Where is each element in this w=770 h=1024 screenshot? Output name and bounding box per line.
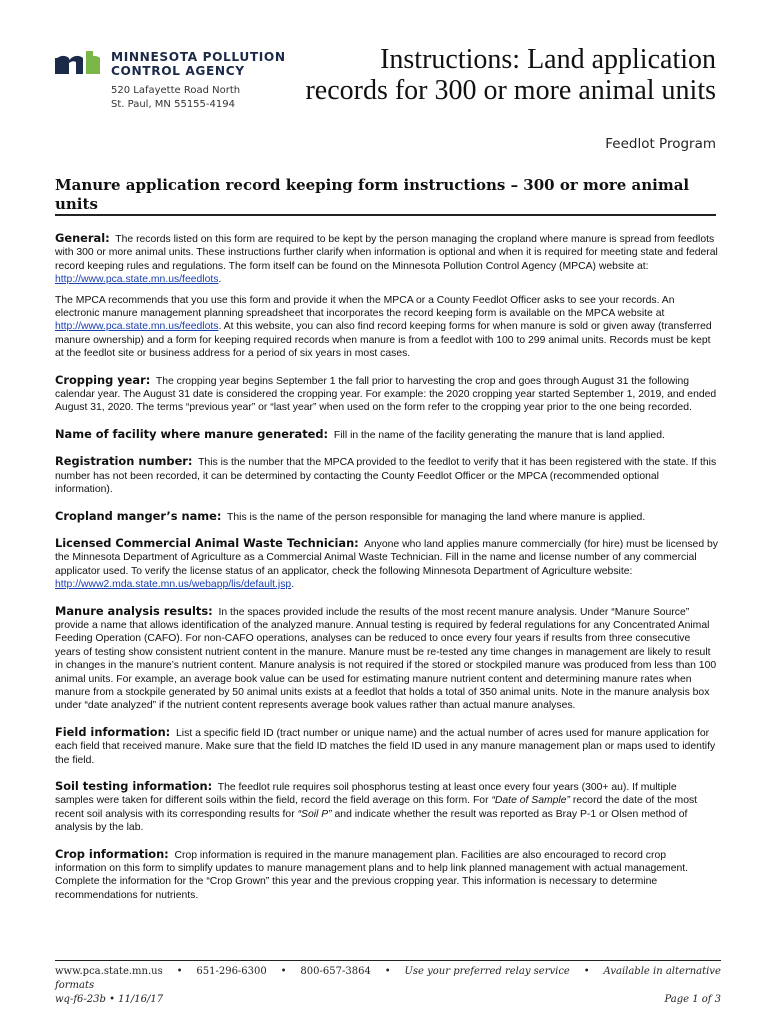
agency-name-line1: MINNESOTA POLLUTION (111, 50, 286, 64)
address-line2: St. Paul, MN 55155-4194 (111, 99, 235, 110)
technician-text: Anyone who land applies manure commercially (for hire) must be licensed by the Minnesota Department of Agriculture as a Commercial Animal Waste Technician. Fill in the name and license number of any commercial applicator used. To verify the license status of an applicator, check the following Minnesota Department of Agriculture website: (55, 538, 718, 577)
soil-text-b: record the date of the most recent soil analysis with its corresponding results for (55, 795, 698, 820)
footer-formats-continued: formats (55, 980, 95, 991)
footer-bullet: • (583, 966, 590, 977)
technician-text-end: . (291, 579, 295, 591)
crop-text: Crop information is required in the manure management plan. Facilities are also encouraged to record crop information on this form to simplify updates to manure management plans and to help link planned management with actual management. Complete the information for the “Crop Grown” this year and the previous cropping year. This information is necessary to determine recommendations for nutrients. (55, 849, 689, 901)
cropping-year-text: The cropping year begins September 1 the fall prior to harvesting the crop and goes through August 31 the following calendar year. The August 31 date is considered the cropping year. For example: the 2020 cropping year started September 1, 2019, and ended August 31, 2020. The terms “previous year” or “last year” when used on the form refer to the cropping year prior to the one being recorded. (55, 375, 717, 414)
technician-label: Licensed Commercial Animal Waste Technician: (55, 535, 359, 550)
mpca-logo-mark-icon (55, 50, 105, 76)
soil-text-c: and indicate whether the result was reported as Bray P-1 or Olsen method of analysis by the lab. (55, 808, 688, 834)
registration-text: This is the number that the MPCA provided to the feedlot to verify that it has been registered with the state. If this number has not been recorded, it can be determined by contacting the County Feedlot Officer or the MPCA (recommended optional information). (55, 457, 717, 496)
facility-text: Fill in the name of the facility generating the manure that is land applied. (333, 429, 665, 441)
technician-paragraph (55, 537, 718, 592)
footer-phone-1: 651-296-6300 (196, 966, 267, 977)
footer-doc-row (55, 993, 721, 1007)
footer-bullet: • (280, 966, 287, 977)
facility-paragraph (55, 428, 718, 442)
feedlots-link-2[interactable]: http://www.pca.state.mn.us/feedlots (55, 321, 219, 333)
agency-address (111, 84, 240, 112)
footer-page-number: Page 1 of 3 (664, 994, 721, 1005)
analysis-label: Manure analysis results: (55, 603, 213, 618)
general-text-end: . (218, 274, 222, 286)
soil-text-a: The feedlot rule requires soil phosphorus testing at least once every four years (300+ au). If multiple samples were taken for different soils within the field, record the field average on this form. For (55, 782, 677, 807)
footer-formats: Available in alternative (603, 966, 721, 977)
address-line1: 520 Lafayette Road North (111, 85, 241, 96)
section-rule (55, 214, 716, 216)
general-paragraph (55, 232, 718, 287)
general-p2-text: The MPCA recommends that you use this form and provide it when the MPCA or a County Feedlot Officer asks to see your records. An electronic manure management planning spreadsheet that incorporates the record keeping form is available on the MPCA website at (55, 294, 675, 320)
mda-link[interactable]: http://www2.mda.state.mn.us/webapp/lis/default.jsp (55, 579, 292, 591)
footer-contact-row (55, 965, 721, 979)
agency-name-line2: CONTROL AGENCY (111, 64, 245, 78)
analysis-paragraph (55, 605, 718, 713)
footer-relay: Use your preferred relay service (404, 966, 570, 977)
cropping-year-paragraph (55, 374, 718, 415)
footer-phone-2: 800-657-3864 (300, 966, 371, 977)
instructions-body (55, 232, 718, 902)
feedlots-link[interactable]: http://www.pca.state.mn.us/feedlots (55, 274, 219, 286)
soil-paragraph (55, 780, 718, 835)
field-text: List a specific field ID (tract number or unique name) and the actual number of acres used for manure application for each field that received manure. Make sure that the field ID matches the field ID used in any manure management plan or maps used to identify the field. (55, 727, 716, 766)
field-paragraph (55, 726, 718, 767)
program-name: Feedlot Program (605, 136, 716, 152)
general-text: The records listed on this form are required to be kept by the person managing the cropland where manure is spread from feedlots with 300 or more animal units. These instructions further clarify when information is optional and when it is required for meeting state and federal record keeping rules and regulations. The form itself can be found on the Minnesota Pollution Control Agency (MPCA) website at: (55, 234, 718, 272)
footer-rule (55, 960, 721, 961)
footer-bullet: • (384, 966, 391, 977)
footer-doc-code: wq-f6-23b • 11/16/17 (55, 994, 164, 1005)
registration-paragraph (55, 455, 718, 496)
footer-bullet: • (176, 966, 183, 977)
general-p2-text-end: . At this website, you can also find record keeping forms for when manure is sold or given away (transferred manure ownership) and a form for keeping required records when manure is from a feedlot with 100 to 299 animal units. Records must be kept at the feedlot site or business address for a period of six years in most cases. (55, 321, 712, 360)
agency-name (111, 50, 286, 78)
soil-p-term: “Soil P” (297, 808, 332, 820)
registration-label: Registration number: (55, 454, 193, 469)
field-label: Field information: (55, 724, 171, 739)
date-of-sample-term: “Date of Sample” (491, 795, 570, 807)
cropping-year-label: Cropping year: (55, 372, 151, 387)
crop-label: Crop information: (55, 846, 169, 861)
facility-label: Name of facility where manure generated: (55, 426, 329, 441)
footer-website: www.pca.state.mn.us (55, 966, 163, 977)
crop-paragraph (55, 848, 718, 903)
analysis-text: In the spaces provided include the results of the most recent manure analysis. Under “Manure Source” provide a name that allows identification of the analyzed manure. Annual testing is required by federal regulations for any Concentrated Animal Feeding Operation (CAFO). For non-CAFO operations, analyses can be reduced to once every four years if results from three consecutive years of testing show consistent nutrient content in the manure. Manure must be re-tested any time changes in management are likely to result in changes in the manure’s nutrient content. Manure analysis is not required if the stored or stockpiled manure was produced from less than 100 animal units. For example, an average book value can be used for estimating manure nutrient content and determining manure rates when manure from a stockpile generated by 50 animal units exists at a feedlot that holds a total of 350 animal units. Note in the manure analysis box under “date analyzed” if the nutrient content represents average book values rather than actual manure analyses. (55, 606, 717, 712)
cropland-label: Cropland manger’s name: (55, 508, 222, 523)
section-heading: Manure application record keeping form instructions – 300 or more animal units (55, 176, 690, 213)
cropland-paragraph (55, 510, 718, 524)
general-label: General: (55, 231, 110, 245)
page-footer (55, 965, 721, 1007)
document-title: Instructions: Land application records for 300 or more animal units (305, 44, 716, 106)
cropland-text: This is the name of the person responsible for managing the land where manure is applied. (227, 511, 646, 523)
general-paragraph-2 (55, 294, 718, 361)
mpca-logo (55, 48, 295, 118)
soil-label: Soil testing information: (55, 779, 213, 793)
